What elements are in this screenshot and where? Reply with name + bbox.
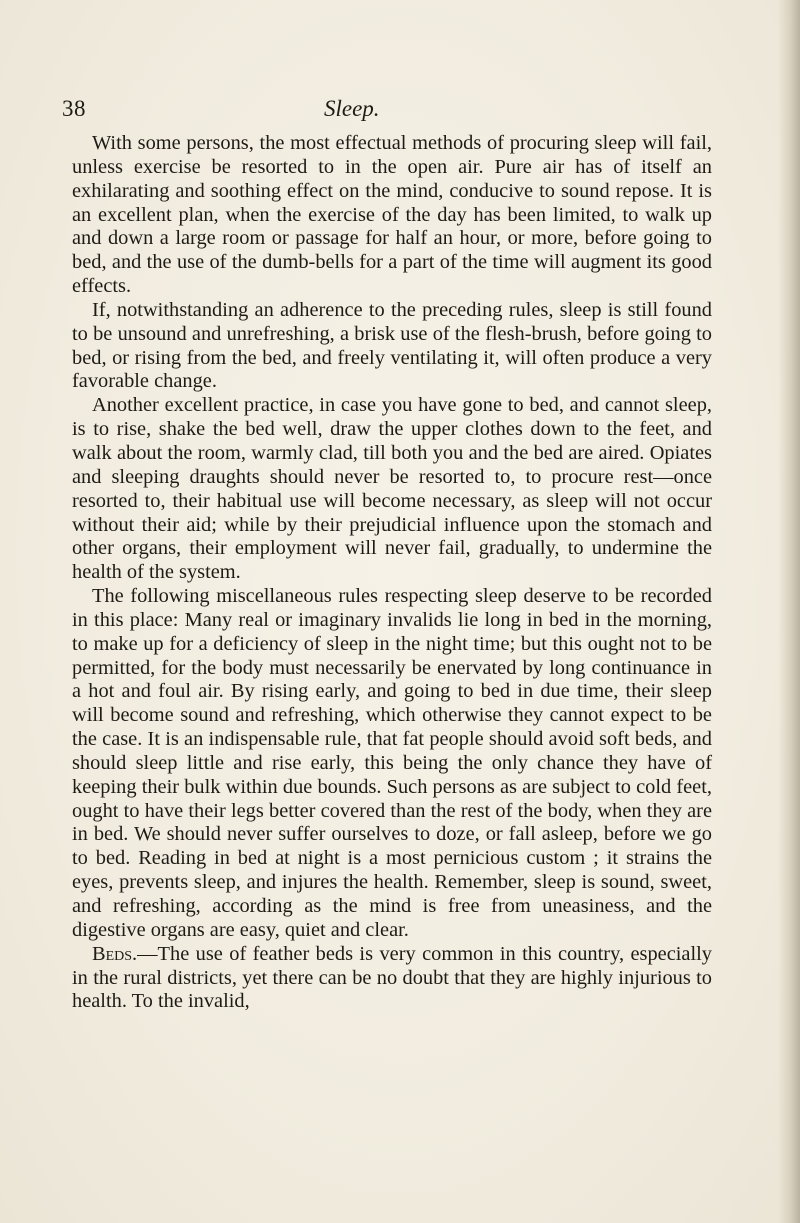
page-edge-shadow xyxy=(778,0,800,1223)
paragraph-flesh-brush: If, notwithstanding an adherence to the preceding rules, sleep is still found to be unsound and unrefreshing, a brisk use of the flesh-brush, before going to bed, or rising from the bed, and freely ventilating it, will often produce a very favorable change. xyxy=(72,298,712,393)
paragraph-beds xyxy=(72,943,712,1015)
running-head: Sleep. xyxy=(324,96,380,121)
beds-heading: Beds. xyxy=(92,942,138,965)
body-text xyxy=(72,132,712,1014)
paragraph-miscellaneous-rules: The following miscellaneous rules respecting sleep deserve to be recorded in this place: Many real or imaginary invalids lie long in bed in the morning, to make up for a deficiency of sleep in the night time; but this ought not to be permitted, for the body must necessarily be enervated by long continuance in a hot and foul air. By rising early, and going to bed in due time, their sleep will become sound and refreshing, which otherwise they cannot expect to be the case. It is an indispensable rule, that fat people should avoid soft beds, and should sleep little and rise early, this being the only chance they have of keeping their bulk within due bounds. Such persons as are subject to cold feet, ought to have their legs better covered than the rest of the body, when they are in bed. We should never suffer ourselves to doze, or fall asleep, before we go to bed. Reading in bed at night is a most pernicious custom ; it strains the eyes, prevents sleep, and injures the health. Remember, sleep is sound, sweet, and refreshing, according as the mind is free from uneasiness, and the digestive organs are easy, quiet and clear. xyxy=(72,585,712,941)
paragraph-another-practice: Another excellent practice, in case you have gone to bed, and cannot sleep, is to rise, shake the bed well, draw the upper clothes down to the feet, and walk about the room, warmly clad, till both you and the bed are aired. Opiates and sleeping draughts should never be resorted to, to procure rest—once resorted to, their habitual use will become necessary, as sleep will not occur without their aid; while by their prejudicial influence upon the stomach and other organs, their employment will never fail, gradually, to undermine the health of the system. xyxy=(72,394,712,584)
page-number: 38 xyxy=(62,96,86,121)
page-header xyxy=(62,96,762,126)
beds-text: —The use of feather beds is very common in this country, especially in the rural districts, yet there can be no doubt that they are highly injurious to health. To the invalid, xyxy=(72,942,712,1013)
paragraph-exercise: With some persons, the most effectual methods of procuring sleep will fail, unless exercise be resorted to in the open air. Pure air has of itself an exhilarating and soothing effect on the mind, conducive to sound repose. It is an excellent plan, when the exercise of the day has been limited, to walk up and down a large room or passage for half an hour, or more, before going to bed, and the use of the dumb-bells for a part of the time will augment its good effects. xyxy=(72,132,712,298)
